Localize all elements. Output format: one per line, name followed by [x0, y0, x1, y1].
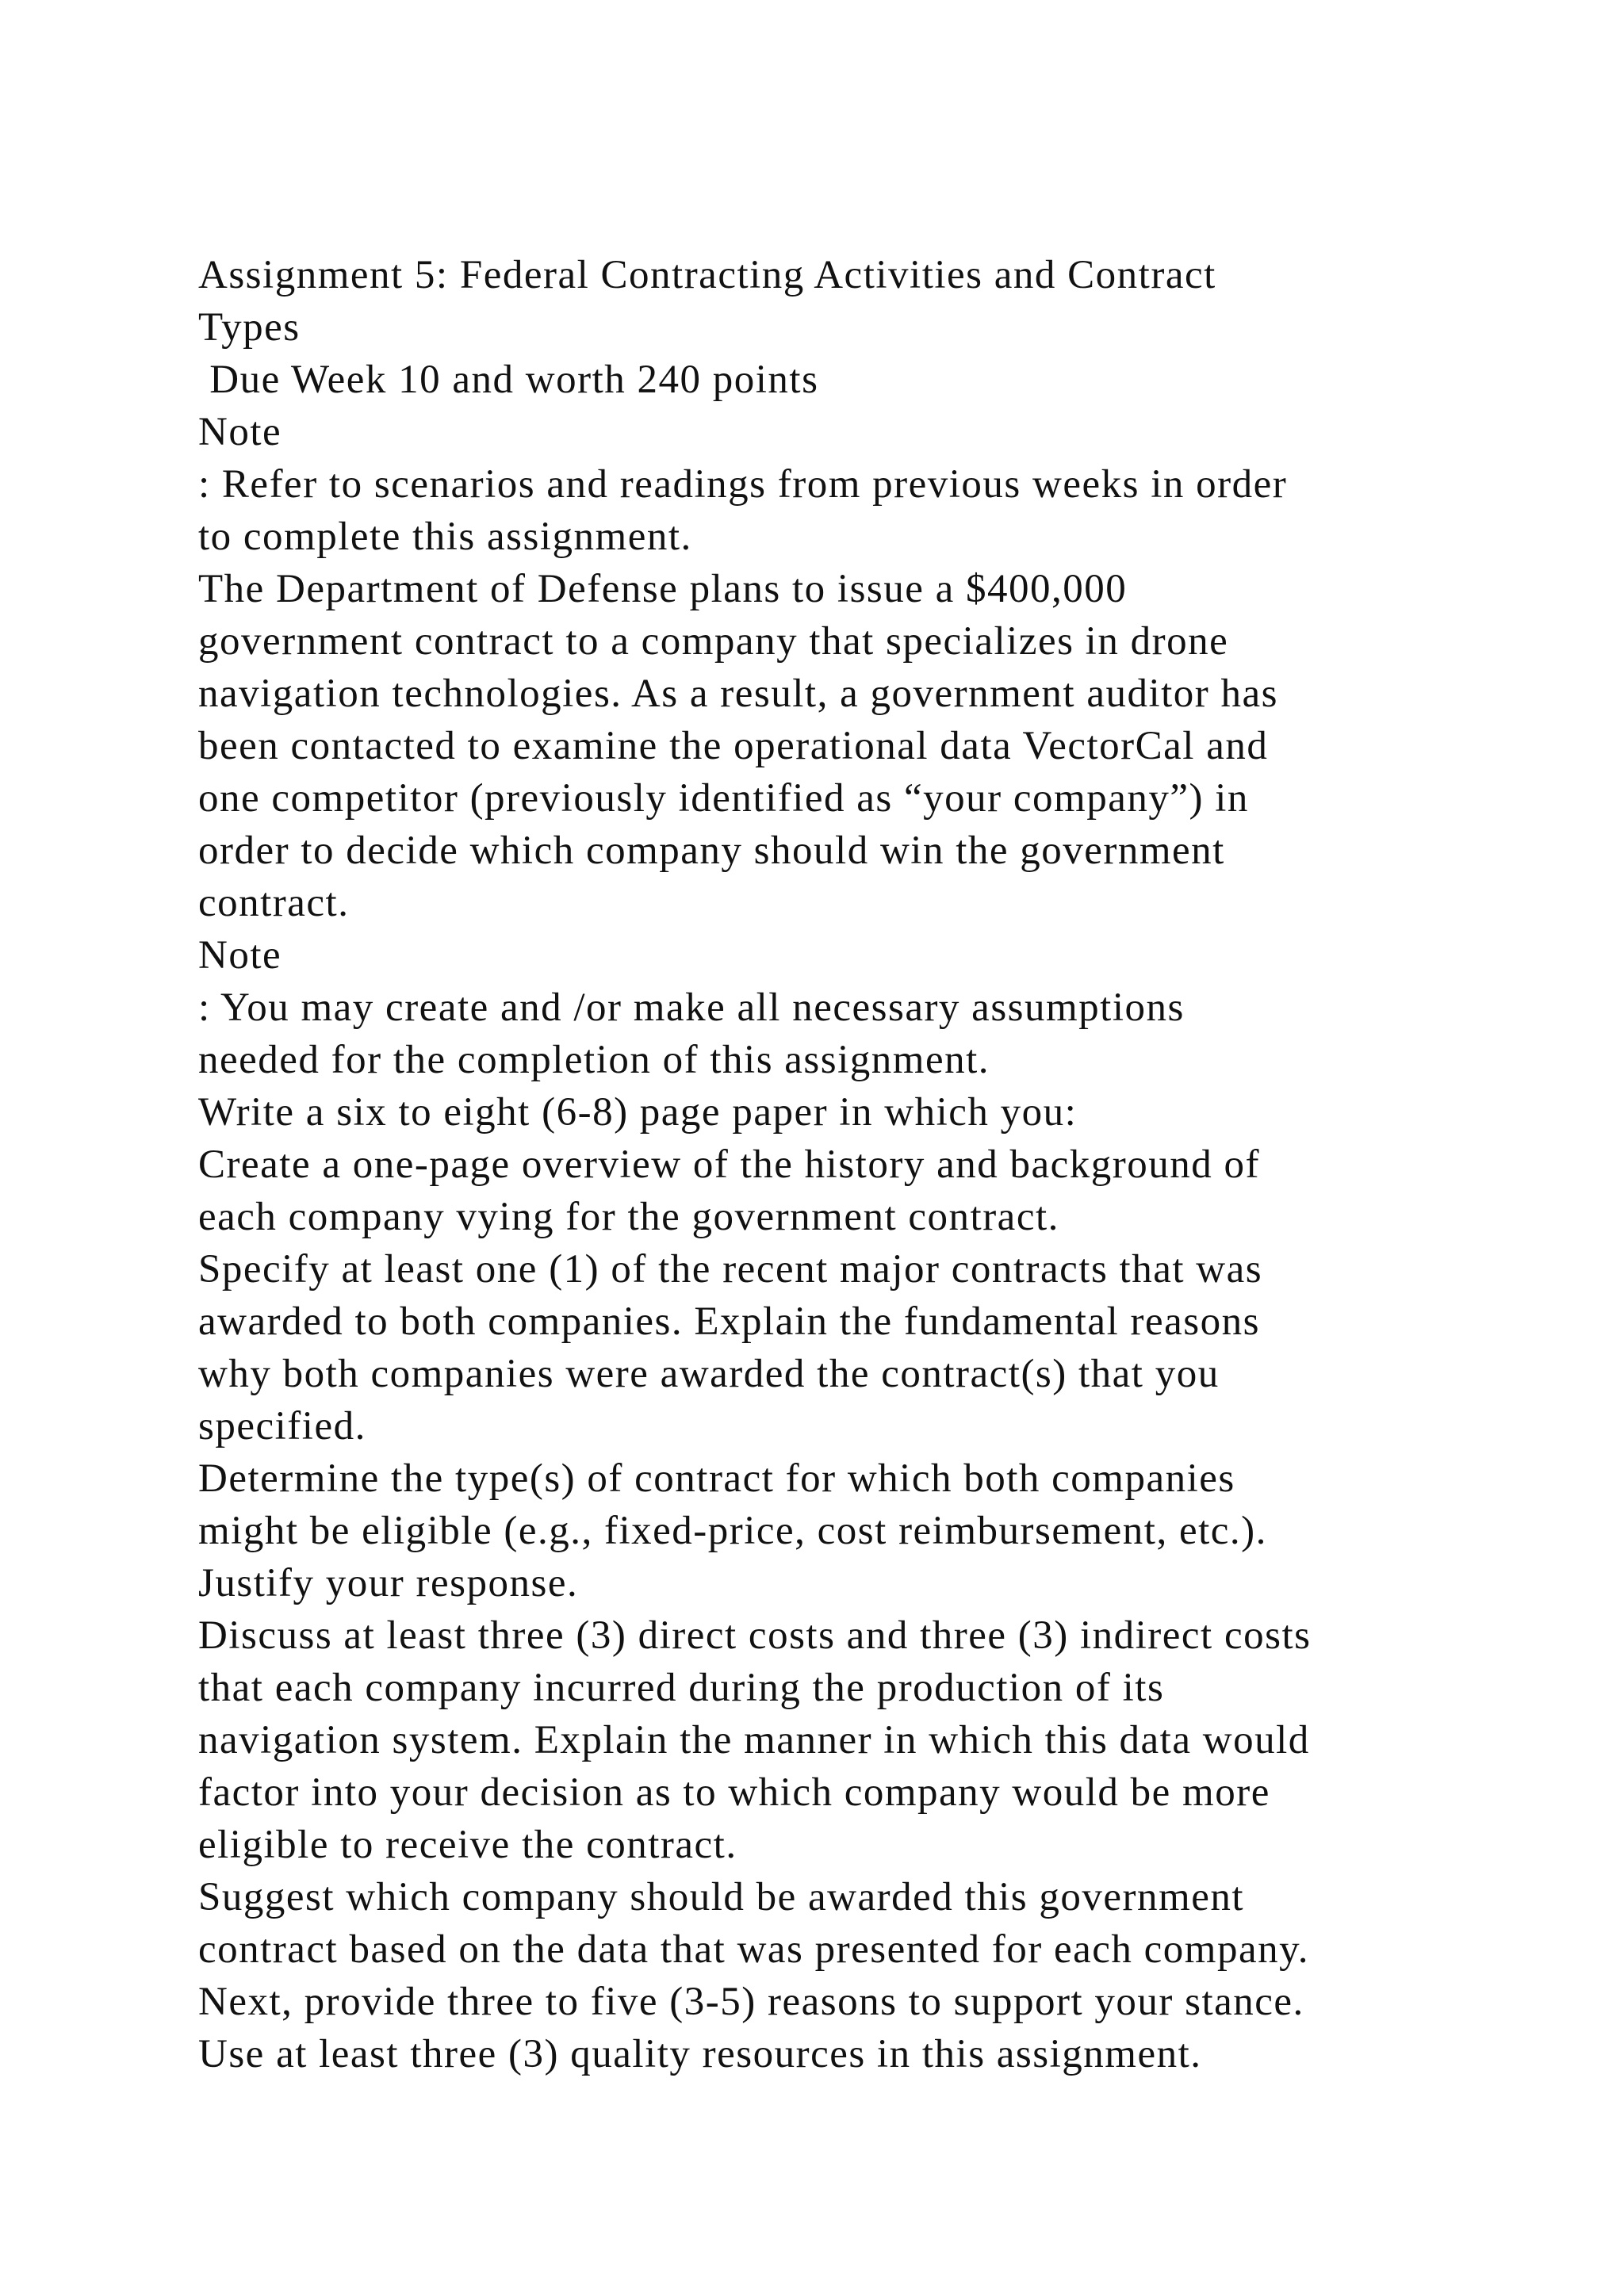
requirement-line: factor into your decision as to which company would be more	[198, 1770, 1270, 1815]
note-label: Note	[198, 410, 282, 454]
title-line-1: Assignment 5: Federal Contracting Activities and Contract	[198, 253, 1216, 297]
instruction-line: Write a six to eight (6-8) page paper in which you:	[198, 1090, 1078, 1135]
requirement-line: that each company incurred during the production of its	[198, 1666, 1165, 1710]
requirement-line: Specify at least one (1) of the recent major contracts that was	[198, 1247, 1263, 1292]
requirement-line: Create a one-page overview of the history and background of	[198, 1142, 1260, 1187]
note-text-line: to complete this assignment.	[198, 515, 692, 559]
requirement-line: might be eligible (e.g., fixed-price, cost reimbursement, etc.).	[198, 1509, 1267, 1553]
scenario-line: The Department of Defense plans to issue a $400,000	[198, 567, 1128, 611]
requirement-line: navigation system. Explain the manner in which this data would	[198, 1718, 1310, 1762]
scenario-line: navigation technologies. As a result, a government auditor has	[198, 672, 1279, 716]
due-date-line: Due Week 10 and worth 240 points	[198, 358, 819, 402]
requirement-line: Next, provide three to five (3-5) reasons to support your stance.	[198, 1980, 1304, 2024]
note-text-line: : Refer to scenarios and readings from previous weeks in order	[198, 462, 1288, 507]
requirement-line: Discuss at least three (3) direct costs and three (3) indirect costs	[198, 1613, 1312, 1658]
requirement-line: why both companies were awarded the contract(s) that you	[198, 1352, 1220, 1396]
scenario-line: order to decide which company should win the government	[198, 828, 1225, 873]
note-label: Note	[198, 933, 282, 978]
requirement-line: eligible to receive the contract.	[198, 1823, 737, 1867]
requirement-line: specified.	[198, 1404, 366, 1448]
scenario-line: contract.	[198, 881, 350, 925]
requirement-line: Use at least three (3) quality resources in this assignment.	[198, 2032, 1202, 2076]
requirement-line: contract based on the data that was presented for each company.	[198, 1927, 1310, 1972]
scenario-line: been contacted to examine the operational data VectorCal and	[198, 724, 1269, 768]
requirement-line: Justify your response.	[198, 1561, 579, 1605]
requirement-line: each company vying for the government contract.	[198, 1195, 1059, 1239]
assignment-text	[198, 249, 1546, 2080]
scenario-line: one competitor (previously identified as “your company”) in	[198, 776, 1249, 821]
scenario-line: government contract to a company that specializes in drone	[198, 619, 1229, 664]
title-line-2: Types	[198, 305, 301, 350]
requirement-line: Suggest which company should be awarded this government	[198, 1875, 1245, 1919]
note-text-line: needed for the completion of this assignment.	[198, 1038, 990, 1082]
note-text-line: : You may create and /or make all necessary assumptions	[198, 985, 1185, 1030]
requirement-line: Determine the type(s) of contract for which both companies	[198, 1456, 1235, 1501]
requirement-line: awarded to both companies. Explain the fundamental reasons	[198, 1299, 1260, 1344]
